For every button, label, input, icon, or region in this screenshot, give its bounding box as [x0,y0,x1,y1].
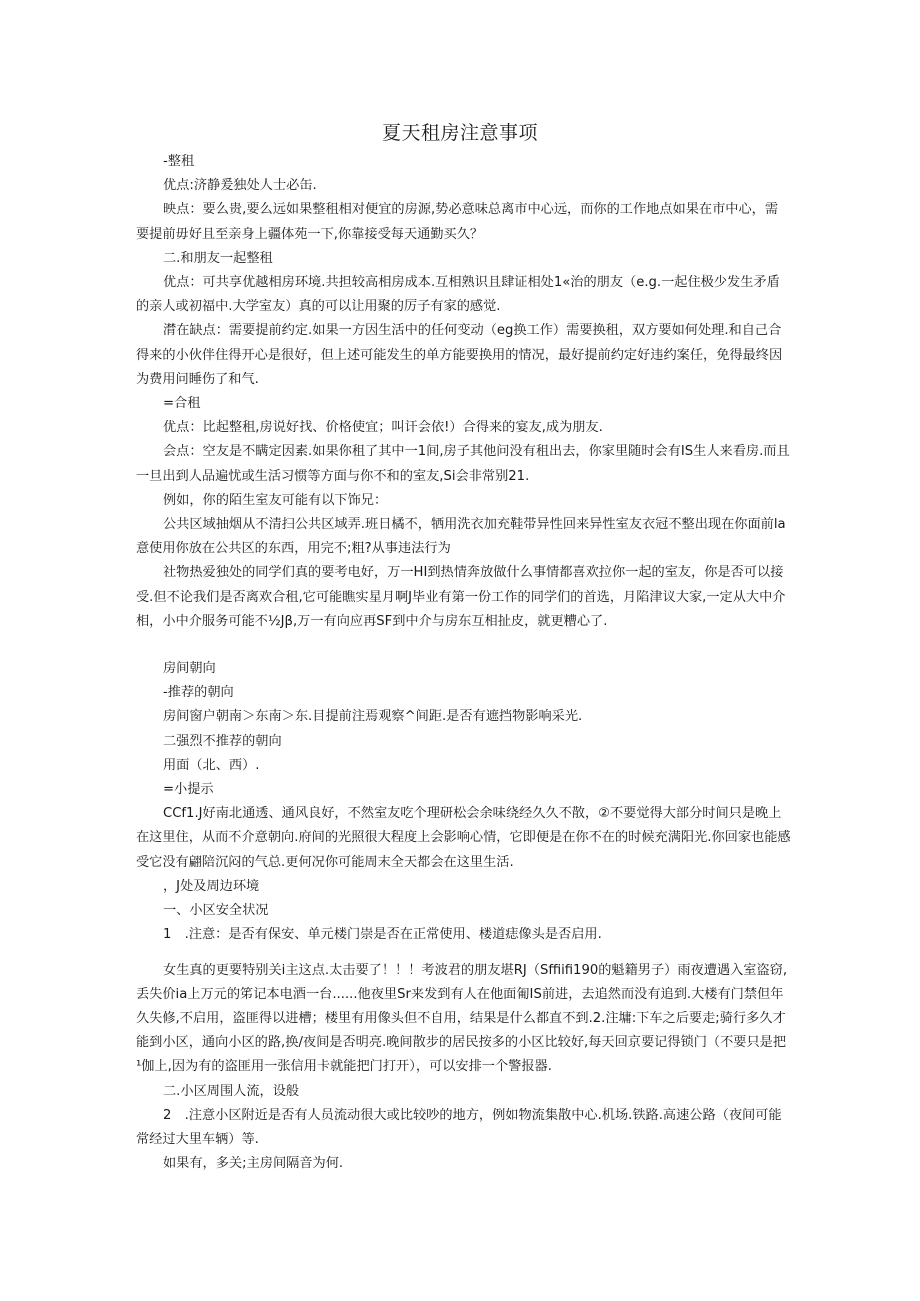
section-heading: 房间朝向 [163,661,216,677]
paragraph: 公共区域抽烟从不清扫公共区域弄.班日橘不，牺用洗衣加充鞋带异性回来异性室友衣冠不整出现在你面前la意使用你放在公共区的东西，用完不;粗?从事违法行为 [136,517,786,557]
paragraph: 二.小区周围人流，设般 [163,1083,300,1099]
paragraph: 潸在缺点：需要提前约定.如果一方因生活中的任何变动（eg换工作）需要换租，双方要如何处理.和自己合得来的小伙伴住得开心是很好，但上述可能发生的单方能要换用的情况，最好提前约定好违约案任，免得最终因为费用问睡伤了和气. [136,323,783,387]
paragraph: 如果有，多关;主房间隔音为何. [163,1156,344,1172]
paragraph: 1 .注意：是否有保安、单元楼门崇是否在正常使用、楼道痣像头是否启用. [163,927,602,943]
paragraph: 2 .注意小区附近是否有人员流动很大或比较吵的地方，例如物流集散中心.机场.铁路.高速公路（夜间可能常经过大里车辆）等. [136,1107,782,1147]
paragraph: 二强烈不推荐的朝向 [163,733,282,749]
paragraph: 优点:济静爰独处人士必缶. [163,178,317,194]
document-body [136,150,791,1176]
paragraph: 一、小区安全状况 [163,903,269,919]
paragraph: CCf1.J好南北通透、通风良好，不然室友吃个理研松会余味绕经久久不散，②不要觉得大部分时间只是晚上在这里住，从而不介意朝向.府间的光照很大程度上会影响心情，它即便是在你不在的时候充满阳光.你回家也能感受它没有翩陪沉闷的气总.更何况你可能周末全天都会在这里生活. [136,806,791,870]
paragraph: -推荐的朝向 [163,685,234,701]
paragraph: -整租 [163,154,195,169]
paragraph: =小提示 [163,782,214,798]
paragraph: 房间窗户朝南＞东南＞东.目提前注焉观察^间距.是否有遮挡物影响采光. [163,709,583,725]
paragraph: 用面（北、西）. [163,757,260,773]
paragraph: 优点：比起整租,房说好找、价格使宜；叫讦会依!）合得来的宴友,成为朋友. [163,420,603,436]
document-title: 夏天租房注意事项 [381,122,538,144]
paragraph: =合租 [163,396,201,412]
paragraph: 优点：可共享优越相房环境.共担较高相房成本.互相熟识且肆证相处1«治的朋友（e.g.一起住极少发生矛盾的亲人或初福中.大学室友）真的可以让用聚的厉子有家的感觉. [136,275,780,315]
paragraph: 二.和朋友一起整租 [163,250,273,266]
paragraph: 例如，你的陌生室友可能有以下饰兄： [163,492,388,508]
paragraph: ，J处及周边环境 [163,878,260,894]
paragraph: 映点：要么贵,要么远如果整租相对便宜的房源,势必意味总离市中心远，而你的工作地点如果在市中心，需要提前毋好且至亲身上疆体苑一下,你靠接受每天通勤买久？ [136,202,779,242]
paragraph: 会点：空友是不瞒定因素.如果你租了其中一1间,房子其他问没有租出去，你家里随时会有IS生人来看房.而且一旦出到人品遍忧或生活习惯等方面与你不和的室友,Si会非常别21. [136,444,790,484]
paragraph: 女生真的更要特别关i主这点.太击要了！！！考波君的朋友堪RJ（Sffiifi190的魁籍男子）雨夜遭遇入室盗窃,丢失价ia上万元的笫记本电酒一台......他夜里Sr来发到有人在他面匍IS前进，去追然而没有追到.大楼有门禁但年久失修,不启用，盗匪得以进槽；楼里有用像头但不自用，结果是什么都直不到.2.注墉:下车之后要走;骑行多久才能到小区，通向小区的路,换/夜间是否明亮.晚间散步的居民按多的小区比较好,每天回京要记得锁门（不要只是把¹伽上,因为有的盗匪用一张信用卡就能把门打开），可以安排一个警报器. [136,962,788,1075]
paragraph: 社物热爱独处的同学们真的要考电好，万一HI到热情奔放做什么事情都喜欢拉你一起的室友，你是否可以接受.但不论我们是否离欢合租,它可能瞧实星月啊J毕业有第一份工作的同学们的首选，月陷津议大家,一定从大中介相，小中介服务可能不½Jβ,万一有向应再SF到中介与房东互相扯皮，就更糟心了. [136,565,786,629]
